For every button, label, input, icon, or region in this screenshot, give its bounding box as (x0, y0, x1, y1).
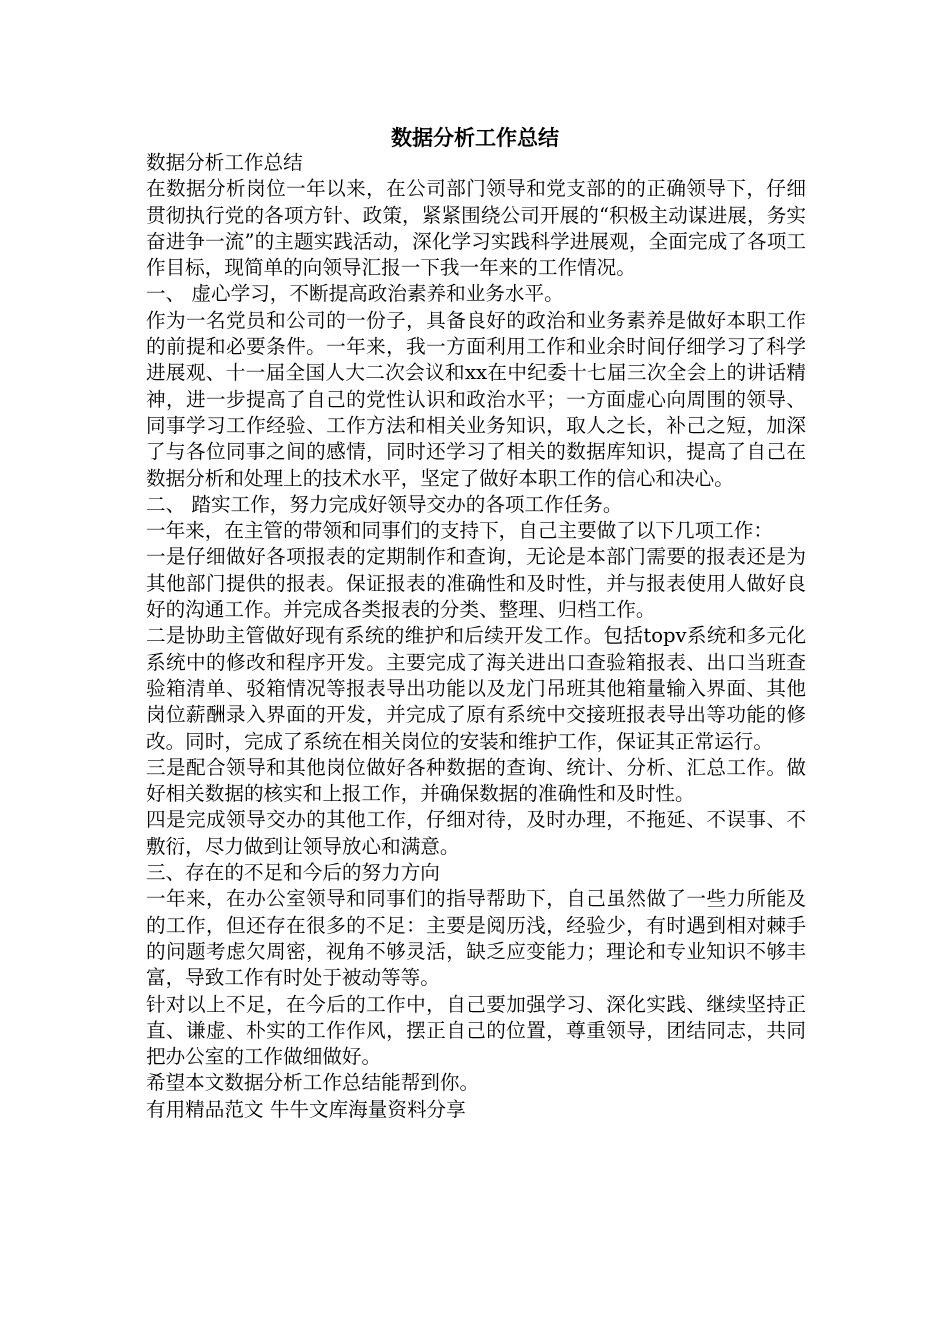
paragraph-section-3: 一年来，在办公室领导和同事们的指导帮助下，自己虽然做了一些力所能及的工作，但还存在很多的不足：主要是阅历浅，经验少，有时遇到相对棘手的问题考虑欠周密，视角不够灵活，缺乏应变能力；理论和专业知识不够丰富，导致工作有时处于被动等等。 (146, 887, 806, 990)
paragraph-closing: 希望本文数据分析工作总结能帮到你。 (146, 1071, 480, 1095)
paragraph-section-1: 作为一名党员和公司的一份子，具备良好的政治和业务素养是做好本职工作的前提和必要条件。一年来，我一方面利用工作和业余时间仔细学习了科学进展观、十一届全国人大二次会议和xx在中纪委十七届三次全会上的讲话精神，进一步提高了自己的党性认识和政治水平；一方面虚心向周围的领导、同事学习工作经验、工作方法和相关业务知识，取人之长，补己之短，加深了与各位同事之间的感情，同时还学习了相关的数据库知识，提高了自己在数据分析和处理上的技术水平，坚定了做好本职工作的信心和决心。 (146, 308, 806, 490)
section-heading-1: 一、 虚心学习，不断提高政治素养和业务水平。 (146, 282, 564, 306)
paragraph-subtitle: 数据分析工作总结 (146, 151, 303, 174)
paragraph-intro: 在数据分析岗位一年以来，在公司部门领导和党支部的的正确领导下，仔细贯彻执行党的各项方针、政策，紧紧围绕公司开展的“积极主动谋进展，务实奋进争一流”的主题实践活动，深化学习实践科学进展观，全面完成了各项工作目标，现简单的向领导汇报一下我一年来的工作情况。 (146, 177, 806, 280)
paragraph-item-1: 一是仔细做好各项报表的定期制作和查询，无论是本部门需要的报表还是为其他部门提供的报表。保证报表的准确性和及时性，并与报表使用人做好良好的沟通工作。并完成各类报表的分类、整理、归档工作。 (146, 545, 806, 622)
document-title: 数据分析工作总结 (391, 126, 559, 150)
paragraph-item-4: 四是完成领导交办的其他工作，仔细对待，及时办理，不拖延、不误事、不敷衍，尽力做到让领导放心和满意。 (146, 808, 806, 858)
paragraph-improvement: 针对以上不足，在今后的工作中，自己要加强学习、深化实践、继续坚持正直、谦虚、朴实的工作作风，摆正自己的位置，尊重领导，团结同志，共同把办公室的工作做细做好。 (146, 992, 806, 1069)
section-heading-2: 二、 踏实工作，努力完成好领导交办的各项工作任务。 (146, 492, 623, 516)
paragraph-footer-note: 有用精品范文 牛牛文库海量资料分享 (146, 1097, 466, 1121)
paragraph-item-2: 二是协助主管做好现有系统的维护和后续开发工作。包括topv系统和多元化系统中的修改和程序开发。主要完成了海关进出口查验箱报表、出口当班查验箱清单、驳箱情况等报表导出功能以及龙门吊班其他箱量输入界面、其他岗位薪酬录入界面的开发，并完成了原有系统中交接班报表导出等功能的修改。同时，完成了系统在相关岗位的安装和维护工作，保证其正常运行。 (146, 624, 806, 753)
paragraph-section-2-intro: 一年来，在主管的带领和同事们的支持下，自己主要做了以下几项工作： (146, 519, 773, 543)
section-heading-3: 三、存在的不足和今后的努力方向 (146, 861, 440, 885)
document-body (146, 150, 806, 1123)
paragraph-item-3: 三是配合领导和其他岗位做好各种数据的查询、统计、分析、汇总工作。做好相关数据的核实和上报工作，并确保数据的准确性和及时性。 (146, 755, 806, 806)
